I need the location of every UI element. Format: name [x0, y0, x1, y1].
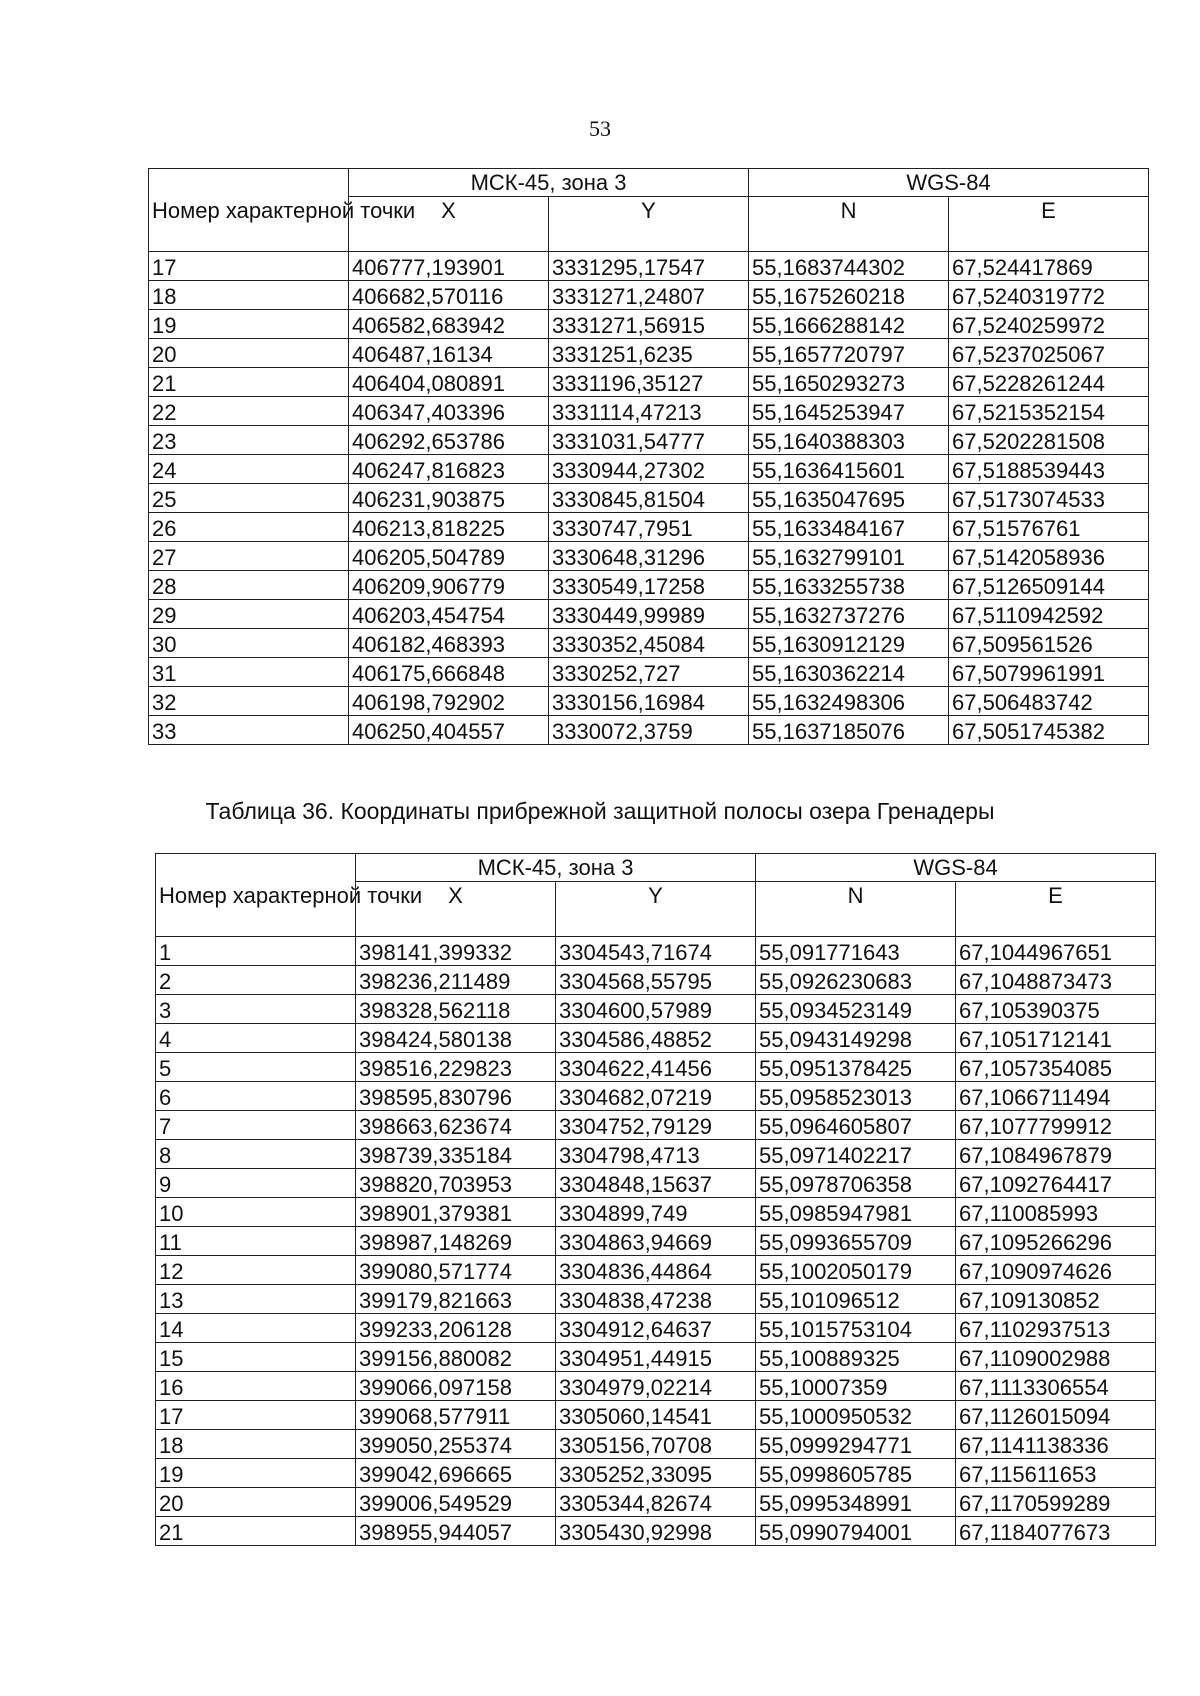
point-number-cell: 15 [156, 1343, 356, 1372]
point-number-cell: 4 [156, 1024, 356, 1053]
e-cell: 67,5240259972 [949, 310, 1149, 339]
table-row [149, 397, 1149, 426]
n-column-header: N [749, 197, 949, 252]
e-column-header: E [956, 882, 1156, 937]
y-cell: 3331295,17547 [549, 252, 749, 281]
e-cell: 67,5079961991 [949, 658, 1149, 687]
e-cell: 67,5110942592 [949, 600, 1149, 629]
e-cell: 67,5051745382 [949, 716, 1149, 745]
e-cell: 67,115611653 [956, 1459, 1156, 1488]
table-row [149, 571, 1149, 600]
table-row [156, 1256, 1156, 1285]
y-cell: 3330156,16984 [549, 687, 749, 716]
y-cell: 3331271,56915 [549, 310, 749, 339]
e-cell: 67,105390375 [956, 995, 1156, 1024]
point-number-cell: 3 [156, 995, 356, 1024]
x-cell: 398424,580138 [356, 1024, 556, 1053]
e-cell: 67,1044967651 [956, 937, 1156, 966]
point-number-cell: 12 [156, 1256, 356, 1285]
n-cell: 55,0943149298 [756, 1024, 956, 1053]
n-cell: 55,1000950532 [756, 1401, 956, 1430]
x-cell: 398663,623674 [356, 1111, 556, 1140]
x-cell: 398328,562118 [356, 995, 556, 1024]
e-cell: 67,1109002988 [956, 1343, 1156, 1372]
e-cell: 67,1084967879 [956, 1140, 1156, 1169]
table-row [156, 1430, 1156, 1459]
point-number-cell: 8 [156, 1140, 356, 1169]
y-cell: 3304951,44915 [556, 1343, 756, 1372]
e-cell: 67,1077799912 [956, 1111, 1156, 1140]
point-number-cell: 16 [156, 1372, 356, 1401]
n-cell: 55,0995348991 [756, 1488, 956, 1517]
table-row [156, 1111, 1156, 1140]
table-row [149, 600, 1149, 629]
y-cell: 3304622,41456 [556, 1053, 756, 1082]
table-row [156, 937, 1156, 966]
y-cell: 3305252,33095 [556, 1459, 756, 1488]
x-cell: 406205,504789 [349, 542, 549, 571]
n-cell: 55,0934523149 [756, 995, 956, 1024]
y-cell: 3304836,44864 [556, 1256, 756, 1285]
y-column-header: Y [549, 197, 749, 252]
e-cell: 67,1170599289 [956, 1488, 1156, 1517]
x-cell: 399179,821663 [356, 1285, 556, 1314]
x-cell: 406175,666848 [349, 658, 549, 687]
point-number-header: Номер характерной точки [149, 169, 349, 252]
n-cell: 55,0964605807 [756, 1111, 956, 1140]
e-cell: 67,1090974626 [956, 1256, 1156, 1285]
n-cell: 55,10007359 [756, 1372, 956, 1401]
n-cell: 55,1640388303 [749, 426, 949, 455]
x-cell: 398901,379381 [356, 1198, 556, 1227]
y-cell: 3305060,14541 [556, 1401, 756, 1430]
x-cell: 398236,211489 [356, 966, 556, 995]
point-number-cell: 26 [149, 513, 349, 542]
n-cell: 55,1630912129 [749, 629, 949, 658]
table-row [156, 1372, 1156, 1401]
e-cell: 67,1113306554 [956, 1372, 1156, 1401]
point-number-cell: 30 [149, 629, 349, 658]
n-cell: 55,1002050179 [756, 1256, 956, 1285]
table-row [149, 281, 1149, 310]
point-number-cell: 24 [149, 455, 349, 484]
point-number-cell: 17 [149, 252, 349, 281]
n-cell: 55,0951378425 [756, 1053, 956, 1082]
table-row [149, 310, 1149, 339]
table-row [149, 339, 1149, 368]
x-cell: 399068,577911 [356, 1401, 556, 1430]
n-cell: 55,1632799101 [749, 542, 949, 571]
n-cell: 55,0990794001 [756, 1517, 956, 1546]
y-cell: 3330549,17258 [549, 571, 749, 600]
x-cell: 406209,906779 [349, 571, 549, 600]
y-cell: 3304863,94669 [556, 1227, 756, 1256]
n-cell: 55,1637185076 [749, 716, 949, 745]
table-row [149, 513, 1149, 542]
y-cell: 3331271,24807 [549, 281, 749, 310]
table-row [156, 1314, 1156, 1343]
table-row [149, 658, 1149, 687]
y-cell: 3304899,749 [556, 1198, 756, 1227]
x-cell: 398516,229823 [356, 1053, 556, 1082]
table-row [156, 995, 1156, 1024]
e-column-header: E [949, 197, 1149, 252]
n-cell: 55,1630362214 [749, 658, 949, 687]
x-cell: 398141,399332 [356, 937, 556, 966]
x-cell: 406247,816823 [349, 455, 549, 484]
e-cell: 67,51576761 [949, 513, 1149, 542]
table-row [156, 1140, 1156, 1169]
table-row [156, 1401, 1156, 1430]
x-cell: 406231,903875 [349, 484, 549, 513]
table-36-body [156, 937, 1156, 1546]
x-cell: 406347,403396 [349, 397, 549, 426]
table-row [156, 966, 1156, 995]
table-row [156, 1285, 1156, 1314]
e-cell: 67,1048873473 [956, 966, 1156, 995]
e-cell: 67,5228261244 [949, 368, 1149, 397]
point-number-cell: 31 [149, 658, 349, 687]
table-row [156, 1198, 1156, 1227]
point-number-cell: 19 [149, 310, 349, 339]
point-number-header: Номер характерной точки [156, 854, 356, 937]
n-cell: 55,0998605785 [756, 1459, 956, 1488]
table-row [156, 1227, 1156, 1256]
y-cell: 3304979,02214 [556, 1372, 756, 1401]
point-number-cell: 27 [149, 542, 349, 571]
y-column-header: Y [556, 882, 756, 937]
y-cell: 3330449,99989 [549, 600, 749, 629]
x-cell: 406777,193901 [349, 252, 549, 281]
e-cell: 67,1184077673 [956, 1517, 1156, 1546]
table-row [156, 1082, 1156, 1111]
point-number-cell: 22 [149, 397, 349, 426]
y-cell: 3304848,15637 [556, 1169, 756, 1198]
e-cell: 67,5215352154 [949, 397, 1149, 426]
n-cell: 55,1636415601 [749, 455, 949, 484]
n-cell: 55,0978706358 [756, 1169, 956, 1198]
x-cell: 399233,206128 [356, 1314, 556, 1343]
x-cell: 406404,080891 [349, 368, 549, 397]
point-number-cell: 33 [149, 716, 349, 745]
n-cell: 55,0926230683 [756, 966, 956, 995]
y-cell: 3304682,07219 [556, 1082, 756, 1111]
table-row [156, 1459, 1156, 1488]
point-number-cell: 18 [156, 1430, 356, 1459]
n-cell: 55,1635047695 [749, 484, 949, 513]
point-number-cell: 7 [156, 1111, 356, 1140]
e-cell: 67,5237025067 [949, 339, 1149, 368]
x-cell: 406292,653786 [349, 426, 549, 455]
e-cell: 67,1092764417 [956, 1169, 1156, 1198]
x-cell: 398739,335184 [356, 1140, 556, 1169]
e-cell: 67,506483742 [949, 687, 1149, 716]
e-cell: 67,1066711494 [956, 1082, 1156, 1111]
y-cell: 3305344,82674 [556, 1488, 756, 1517]
point-number-cell: 14 [156, 1314, 356, 1343]
wgs84-header: WGS-84 [749, 169, 1149, 197]
e-cell: 67,509561526 [949, 629, 1149, 658]
e-cell: 67,109130852 [956, 1285, 1156, 1314]
x-cell: 398595,830796 [356, 1082, 556, 1111]
n-cell: 55,1633484167 [749, 513, 949, 542]
n-cell: 55,0971402217 [756, 1140, 956, 1169]
y-cell: 3304586,48852 [556, 1024, 756, 1053]
n-cell: 55,0999294771 [756, 1430, 956, 1459]
e-cell: 67,5202281508 [949, 426, 1149, 455]
point-number-cell: 17 [156, 1401, 356, 1430]
n-cell: 55,0985947981 [756, 1198, 956, 1227]
x-cell: 406682,570116 [349, 281, 549, 310]
wgs84-header: WGS-84 [756, 854, 1156, 882]
table-row [149, 455, 1149, 484]
table-row [149, 716, 1149, 745]
e-cell: 67,5173074533 [949, 484, 1149, 513]
point-number-cell: 6 [156, 1082, 356, 1111]
point-number-cell: 21 [149, 368, 349, 397]
e-cell: 67,1051712141 [956, 1024, 1156, 1053]
point-number-cell: 29 [149, 600, 349, 629]
y-cell: 3304600,57989 [556, 995, 756, 1024]
table-row [149, 426, 1149, 455]
x-cell: 406487,16134 [349, 339, 549, 368]
x-cell: 406582,683942 [349, 310, 549, 339]
y-cell: 3331251,6235 [549, 339, 749, 368]
table-row [156, 1024, 1156, 1053]
coordinates-table-1 [148, 168, 1149, 745]
y-cell: 3330747,7951 [549, 513, 749, 542]
x-cell: 398955,944057 [356, 1517, 556, 1546]
x-cell: 399006,549529 [356, 1488, 556, 1517]
page-number: 53 [589, 116, 611, 141]
point-number-cell: 5 [156, 1053, 356, 1082]
n-cell: 55,0993655709 [756, 1227, 956, 1256]
x-cell: 398820,703953 [356, 1169, 556, 1198]
x-cell: 399080,571774 [356, 1256, 556, 1285]
n-cell: 55,101096512 [756, 1285, 956, 1314]
point-number-cell: 1 [156, 937, 356, 966]
y-cell: 3330072,3759 [549, 716, 749, 745]
y-cell: 3304798,4713 [556, 1140, 756, 1169]
table-1-body [149, 252, 1149, 745]
n-cell: 55,1633255738 [749, 571, 949, 600]
n-cell: 55,1632498306 [749, 687, 949, 716]
table-row [149, 687, 1149, 716]
table-row [149, 542, 1149, 571]
y-cell: 3330944,27302 [549, 455, 749, 484]
n-cell: 55,1683744302 [749, 252, 949, 281]
e-cell: 67,5188539443 [949, 455, 1149, 484]
n-cell: 55,1666288142 [749, 310, 949, 339]
x-column-header: X [349, 197, 549, 252]
point-number-cell: 18 [149, 281, 349, 310]
y-cell: 3330252,727 [549, 658, 749, 687]
n-cell: 55,1632737276 [749, 600, 949, 629]
y-cell: 3330352,45084 [549, 629, 749, 658]
n-column-header: N [756, 882, 956, 937]
e-cell: 67,1126015094 [956, 1401, 1156, 1430]
y-cell: 3304543,71674 [556, 937, 756, 966]
x-cell: 406198,792902 [349, 687, 549, 716]
x-cell: 406213,818225 [349, 513, 549, 542]
x-cell: 399050,255374 [356, 1430, 556, 1459]
e-cell: 67,5126509144 [949, 571, 1149, 600]
x-cell: 399066,097158 [356, 1372, 556, 1401]
x-cell: 399042,696665 [356, 1459, 556, 1488]
table-row [156, 1053, 1156, 1082]
table-row [149, 484, 1149, 513]
table-row [156, 1169, 1156, 1198]
msk45-header: МСК-45, зона 3 [349, 169, 749, 197]
table-row [149, 629, 1149, 658]
point-number-cell: 10 [156, 1198, 356, 1227]
n-cell: 55,1657720797 [749, 339, 949, 368]
point-number-cell: 32 [149, 687, 349, 716]
e-cell: 67,1141138336 [956, 1430, 1156, 1459]
msk45-header: МСК-45, зона 3 [356, 854, 756, 882]
point-number-cell: 9 [156, 1169, 356, 1198]
x-cell: 406203,454754 [349, 600, 549, 629]
y-cell: 3331031,54777 [549, 426, 749, 455]
x-cell: 406250,404557 [349, 716, 549, 745]
x-column-header: X [356, 882, 556, 937]
y-cell: 3304752,79129 [556, 1111, 756, 1140]
point-number-cell: 20 [149, 339, 349, 368]
n-cell: 55,0958523013 [756, 1082, 956, 1111]
n-cell: 55,1650293273 [749, 368, 949, 397]
point-number-cell: 13 [156, 1285, 356, 1314]
table-36-caption: Таблица 36. Координаты прибрежной защитной полосы озера Гренадеры [205, 798, 995, 824]
n-cell: 55,1015753104 [756, 1314, 956, 1343]
table-row [149, 368, 1149, 397]
e-cell: 67,5142058936 [949, 542, 1149, 571]
e-cell: 67,110085993 [956, 1198, 1156, 1227]
point-number-cell: 28 [149, 571, 349, 600]
y-cell: 3304912,64637 [556, 1314, 756, 1343]
n-cell: 55,091771643 [756, 937, 956, 966]
y-cell: 3305156,70708 [556, 1430, 756, 1459]
table-row [156, 1343, 1156, 1372]
y-cell: 3304838,47238 [556, 1285, 756, 1314]
y-cell: 3305430,92998 [556, 1517, 756, 1546]
x-cell: 399156,880082 [356, 1343, 556, 1372]
point-number-cell: 25 [149, 484, 349, 513]
n-cell: 55,1675260218 [749, 281, 949, 310]
point-number-cell: 21 [156, 1517, 356, 1546]
e-cell: 67,1095266296 [956, 1227, 1156, 1256]
x-cell: 398987,148269 [356, 1227, 556, 1256]
y-cell: 3331114,47213 [549, 397, 749, 426]
y-cell: 3330648,31296 [549, 542, 749, 571]
table-row [149, 252, 1149, 281]
table-row [156, 1488, 1156, 1517]
coordinates-table-36 [155, 853, 1156, 1546]
table-row [156, 1517, 1156, 1546]
point-number-cell: 19 [156, 1459, 356, 1488]
point-number-cell: 2 [156, 966, 356, 995]
y-cell: 3330845,81504 [549, 484, 749, 513]
y-cell: 3304568,55795 [556, 966, 756, 995]
e-cell: 67,1057354085 [956, 1053, 1156, 1082]
n-cell: 55,1645253947 [749, 397, 949, 426]
x-cell: 406182,468393 [349, 629, 549, 658]
point-number-cell: 20 [156, 1488, 356, 1517]
e-cell: 67,1102937513 [956, 1314, 1156, 1343]
e-cell: 67,5240319772 [949, 281, 1149, 310]
y-cell: 3331196,35127 [549, 368, 749, 397]
point-number-cell: 11 [156, 1227, 356, 1256]
n-cell: 55,100889325 [756, 1343, 956, 1372]
point-number-cell: 23 [149, 426, 349, 455]
e-cell: 67,524417869 [949, 252, 1149, 281]
